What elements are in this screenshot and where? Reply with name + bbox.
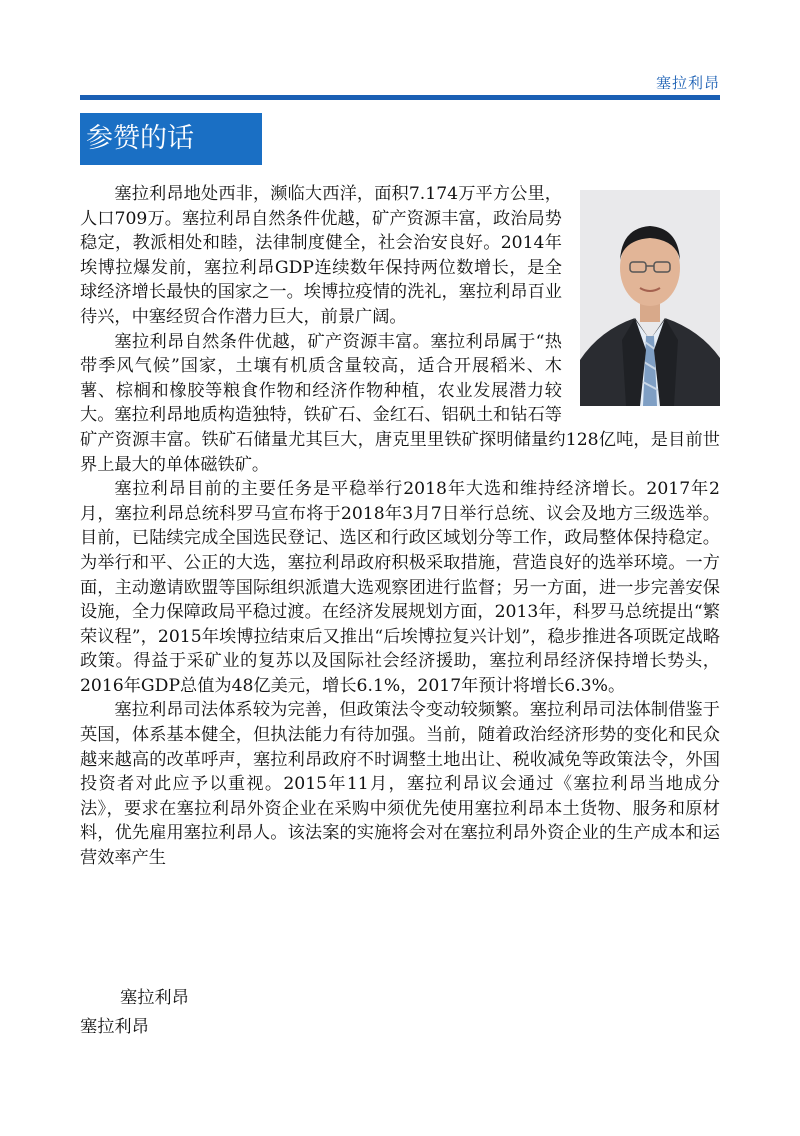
paragraph: 塞拉利昂目前的主要任务是平稳举行2018年大选和维持经济增长。2017年2月，塞拉利昂总统科罗马宣布将于2018年3月7日举行总统、议会及地方三级选举。目前，已陆续完成全国选民登记、选区和行政区域划分等工作，政局整体保持稳定。为举行和平、公正的大选，塞拉利昂政府积极采取措施，营造良好的选举环境。一方面，主动邀请欧盟等国际组织派遣大选观察团进行监督；另一方面，进一步完善安保设施，全力保障政局平稳过渡。在经济发展规划方面，2013年，科罗马总统提出“繁荣议程”，2015年埃博拉结束后又推出“后埃博拉复兴计划”，稳步推进各项既定战略政策。得益于采矿业的复苏以及国际社会经济援助，塞拉利昂经济保持增长势头，2016年GDP总值为48亿美元，增长6.1%，2017年预计将增长6.3%。 [80,479,720,696]
paragraph: 塞拉利昂地处西非，濒临大西洋，面积7.174万平方公里，人口709万。塞拉利昂自然条件优越，矿产资源丰富，政治局势稳定，教派相处和睦，法律制度健全，社会治安良好。2014年埃博拉爆发前，塞拉利昂GDP连续数年保持两位数增长，是全球经济增长最快的国家之一。埃博拉疫情的洗礼，塞拉利昂百业待兴，中塞经贸合作潜力巨大，前景广阔。 [80,184,562,327]
portrait-photo [580,190,720,406]
header-title: 塞拉利昂 [655,74,720,92]
signature-line-2: 塞拉利昂 [80,1017,149,1037]
article-body [80,182,720,871]
header-rule [80,95,720,100]
section-title-tab [80,113,262,165]
section-title: 参赞的话 [86,123,194,154]
portrait-illustration [580,190,720,406]
signature-line-1: 塞拉利昂 [120,988,189,1008]
paragraph: 塞拉利昂司法体系较为完善，但政策法令变动较频繁。塞拉利昂司法体制借鉴于英国，体系基本健全，但执法能力有待加强。当前，随着政治经济形势的变化和民众越来越高的改革呼声，塞拉利昂政府不时调整土地出让、税收减免等政策法令，外国投资者对此应予以重视。2015年11月，塞拉利昂议会通过《塞拉利昂当地成分法》，要求在塞拉利昂外资企业在采购中须优先使用塞拉利昂本土货物、服务和原材料，优先雇用塞拉利昂人。该法案的实施将会对在塞拉利昂外资企业的生产成本和运营效率产生 [80,700,720,869]
paragraph: 塞拉利昂自然条件优越，矿产资源丰富。塞拉利昂属于“热带季风气候”国家，土壤有机质含量较高，适合开展稻米、木薯、棕榈和橡胶等粮食作物和经济作物种植，农业发展潜力较大。塞拉利昂地质构造独特，铁矿石、金红石、铝矾土和钻石等矿产资源丰富。铁矿石储量尤其巨大，唐克里里铁矿探明储量约128亿吨，是目前世界上最大的单体磁铁矿。 [80,331,720,475]
